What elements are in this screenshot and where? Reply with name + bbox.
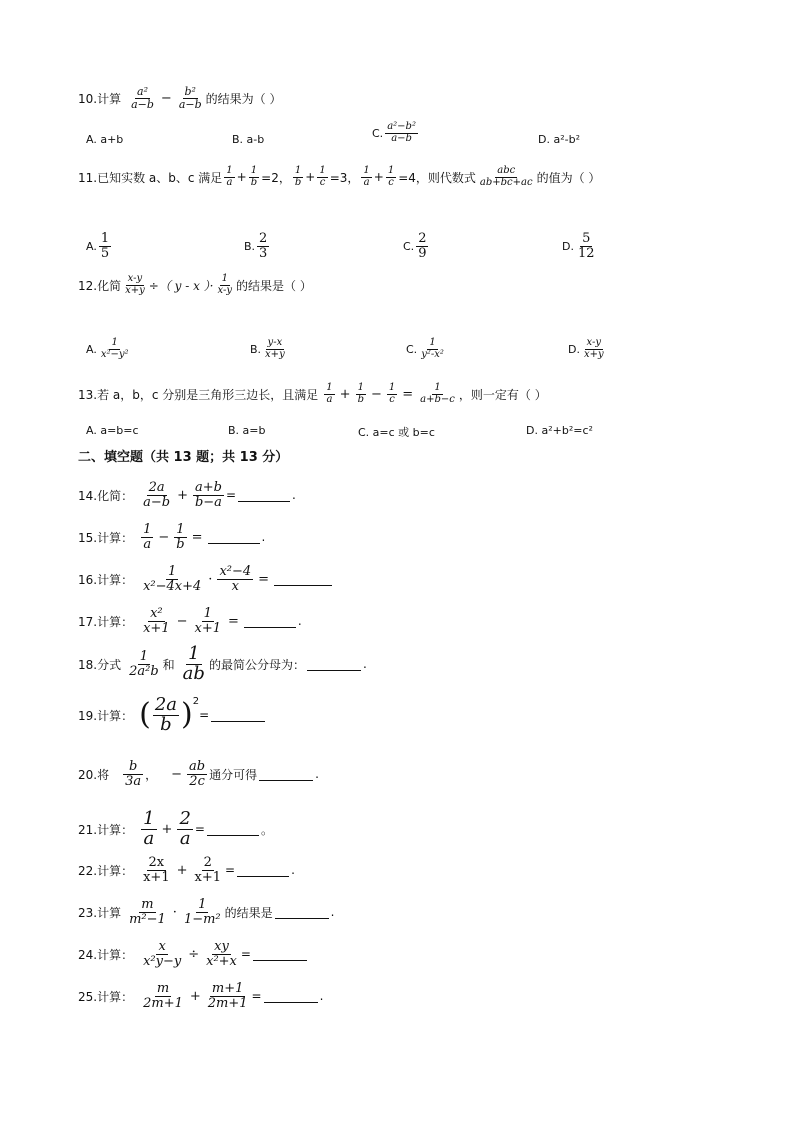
den: 3a [125, 773, 142, 789]
equals: = [228, 613, 239, 629]
num: 1 [294, 165, 302, 176]
frac [153, 696, 179, 735]
option-letter: D. [568, 342, 580, 356]
q24-label: 24.计算： [78, 947, 134, 962]
q23-tail: 的结果是 [224, 905, 273, 920]
frac [582, 338, 606, 360]
num: x [158, 939, 166, 954]
q10-option-c-frac [385, 122, 418, 144]
den: x²y−y [143, 953, 182, 969]
end-mark: 。 [260, 822, 273, 837]
question-23 [78, 898, 334, 926]
q16-label: 16.计算： [78, 572, 134, 587]
num: x-y [586, 337, 602, 348]
q11-option-c[interactable] [403, 232, 430, 260]
question-15 [78, 523, 265, 551]
den: ab+bc+ac [479, 176, 533, 188]
den: 2m+1 [143, 995, 183, 1011]
answer-blank[interactable] [264, 990, 318, 1003]
num: 2 [418, 231, 427, 246]
den: a [143, 536, 152, 552]
q13-option-c[interactable]: C. a=c 或 b=c [358, 426, 435, 439]
num: 1 [226, 165, 233, 176]
den: 3 [259, 245, 268, 261]
plus: + [161, 821, 173, 837]
den: x-y [217, 284, 232, 296]
num: a² [137, 85, 148, 98]
frac [174, 523, 186, 551]
frac [177, 810, 192, 849]
num: 1 [363, 165, 370, 176]
question-16 [78, 565, 334, 593]
q20-label: 20.将 [78, 767, 110, 782]
q17-label: 17.计算： [78, 614, 134, 629]
question-20 [78, 760, 319, 788]
q12-tail: 的结果是（ ） [236, 278, 312, 293]
num: m [156, 981, 170, 996]
den: b−a [194, 494, 222, 510]
minus: − [370, 386, 382, 402]
den: x [231, 578, 239, 594]
num: 2 [259, 231, 268, 246]
q12-label: 12.化简 [78, 278, 122, 293]
question-11 [78, 166, 600, 188]
question-25 [78, 982, 323, 1010]
den: x+1 [143, 620, 170, 636]
question-13 [78, 383, 547, 405]
frac [206, 982, 250, 1010]
den: 1−m² [183, 911, 221, 927]
num: 1 [319, 165, 326, 176]
frac [123, 760, 143, 788]
den: m²−1 [129, 911, 166, 927]
q12-middle: ÷（ y - x ）· [148, 278, 214, 293]
frac [181, 645, 207, 684]
plus: + [339, 386, 351, 402]
num: a+b [194, 480, 222, 495]
num: 1 [111, 337, 118, 348]
divide: ÷ [188, 946, 200, 962]
q12-option-b[interactable] [250, 338, 289, 360]
q10-frac-2 [177, 86, 204, 110]
answer-blank[interactable] [274, 573, 332, 586]
den: y²-x² [421, 348, 444, 360]
frac [416, 232, 428, 260]
q11-option-d[interactable] [562, 232, 599, 260]
den: 2c [189, 773, 205, 789]
equals: =3， [329, 170, 360, 185]
num: 2x [148, 855, 165, 870]
minus: − [158, 529, 170, 545]
frac [356, 383, 366, 405]
q12-option-a[interactable] [86, 338, 133, 360]
den: a−b [391, 132, 412, 144]
frac [123, 274, 147, 296]
q14-label: 14.化简： [78, 488, 134, 503]
plus: + [236, 170, 247, 184]
num: 2a [148, 480, 165, 495]
plus: + [177, 487, 188, 503]
q21-label: 21.计算： [78, 822, 134, 837]
frac [386, 166, 396, 188]
frac [127, 650, 161, 678]
frac [257, 232, 269, 260]
answer-blank[interactable] [207, 823, 259, 836]
num: 1 [100, 231, 110, 246]
q23-label: 23.计算 [78, 905, 122, 920]
num: 1 [203, 606, 212, 621]
option-letter: C. [403, 239, 415, 253]
frac [127, 898, 168, 926]
den: a [143, 827, 155, 849]
q13-tail: ，则一定有（ ） [458, 387, 547, 402]
end-mark: . [362, 657, 367, 672]
frac [216, 274, 235, 296]
den: 5 [100, 245, 110, 261]
frac [182, 898, 223, 926]
q11-option-a[interactable] [86, 232, 113, 260]
den: 2a²b [129, 663, 159, 679]
den: b [176, 536, 185, 552]
frac [141, 982, 185, 1010]
num: 1 [168, 564, 177, 579]
equals: = [251, 989, 262, 1004]
equals: =4，则代数式 [398, 170, 476, 185]
num: 1 [250, 165, 258, 176]
minus: − [171, 766, 183, 782]
option-letter: D. [562, 239, 574, 253]
end-mark: . [315, 767, 319, 782]
q18-tail: 的最简公分母为： [208, 657, 305, 672]
den: x+y [125, 284, 145, 296]
option-letter: C. [372, 126, 384, 140]
den: a [179, 827, 191, 849]
num: x² [150, 606, 163, 621]
num: 1 [198, 897, 207, 912]
q10-label: 10.计算 [78, 91, 122, 106]
end-mark: . [297, 614, 302, 629]
den: 9 [418, 245, 427, 261]
q22-label: 22.计算： [78, 863, 134, 878]
num: 1 [326, 382, 333, 393]
q11-tail: 的值为（ ） [536, 170, 601, 185]
option-letter: A. [86, 342, 97, 356]
right-paren: ) [181, 697, 193, 733]
num: 5 [582, 231, 591, 246]
q10-option-a[interactable]: A. a+b [86, 133, 124, 146]
den: x+1 [143, 869, 170, 885]
answer-blank[interactable] [237, 864, 289, 877]
den: x+1 [194, 620, 221, 636]
den: b [357, 393, 364, 405]
num: y-x [267, 337, 283, 348]
den: a−b [178, 97, 202, 111]
frac [324, 383, 334, 405]
equals: =2， [261, 170, 291, 185]
equals: = [240, 947, 251, 962]
frac [576, 232, 597, 260]
minus: − [176, 613, 188, 629]
den: c [319, 176, 326, 188]
num: 1 [387, 165, 395, 176]
num: 1 [429, 337, 436, 348]
q13-option-d[interactable]: D. a²+b²=c² [526, 424, 593, 437]
num: 2 [179, 808, 191, 829]
q20-tail: 通分可得 [209, 767, 258, 782]
num: xy [214, 939, 229, 954]
den: a−b [131, 97, 154, 111]
question-12 [78, 274, 312, 296]
num: 1 [139, 649, 149, 665]
num: 2a [154, 694, 177, 715]
question-14 [78, 481, 296, 509]
left-paren: ( [139, 697, 151, 733]
num: 1 [357, 382, 364, 393]
den: 2m+1 [207, 995, 248, 1011]
den: a [326, 393, 333, 405]
plus: + [176, 862, 188, 878]
num: m+1 [211, 981, 244, 996]
q18-label: 18.分式 [78, 657, 122, 672]
den: c [388, 176, 394, 188]
answer-blank[interactable] [211, 709, 265, 722]
answer-blank[interactable] [259, 768, 313, 781]
den: a [226, 176, 233, 188]
frac [193, 607, 224, 635]
question-24 [78, 940, 309, 968]
option-letter: B. [250, 342, 262, 356]
plus: + [189, 988, 201, 1004]
num: x-y [127, 273, 143, 284]
equals: = [225, 488, 236, 503]
end-mark: . [292, 488, 296, 503]
num: 1 [176, 522, 185, 537]
den: a+b−c [420, 393, 455, 405]
q13-label: 13.若 a，b，c 分别是三角形三边长，且满足 [78, 387, 319, 402]
frac [141, 940, 183, 968]
den: a [363, 176, 370, 188]
q12-option-c[interactable] [406, 338, 448, 360]
frac [418, 383, 457, 405]
den: b [250, 176, 258, 188]
num: 2 [203, 855, 212, 870]
q10-option-d[interactable]: D. a²-b² [538, 133, 580, 146]
question-21 [78, 810, 273, 849]
comma: ， [145, 767, 158, 782]
equals: = [191, 529, 203, 545]
frac [249, 166, 259, 188]
frac [204, 940, 239, 968]
frac [141, 523, 153, 551]
answer-blank[interactable] [238, 489, 290, 502]
question-22 [78, 856, 295, 884]
end-mark: . [319, 989, 324, 1004]
num: ab [189, 759, 206, 774]
option-letter: C. [406, 342, 418, 356]
question-18 [78, 645, 367, 684]
den: x+y [265, 348, 285, 360]
frac [141, 856, 172, 884]
answer-blank[interactable] [244, 615, 296, 628]
num: 1 [143, 522, 152, 537]
q13-option-a[interactable]: A. a=b=c [86, 424, 139, 437]
den: c [389, 393, 395, 405]
answer-blank[interactable] [275, 906, 329, 919]
and-word: 和 [162, 657, 175, 672]
q12-option-d[interactable] [568, 338, 608, 360]
q10-option-c[interactable] [372, 122, 420, 144]
question-19 [78, 696, 267, 735]
q10-frac-1 [129, 86, 156, 110]
equals: = [194, 822, 205, 837]
plus: + [373, 170, 384, 184]
frac [217, 565, 253, 593]
num: m [141, 897, 154, 912]
num: 1 [388, 382, 396, 393]
den: b [294, 176, 302, 188]
num: 1 [143, 808, 155, 829]
q13-option-b[interactable]: B. a=b [228, 424, 266, 437]
num: x²−4 [219, 564, 252, 579]
frac [317, 166, 327, 188]
equals: = [402, 386, 414, 402]
num: b [128, 759, 138, 774]
frac [187, 760, 207, 788]
equals: = [258, 571, 270, 587]
dot: · [208, 571, 213, 587]
end-mark: . [291, 863, 295, 878]
frac [263, 338, 287, 360]
minus: − [160, 90, 172, 106]
den: 12 [577, 245, 595, 261]
num: 1 [434, 382, 441, 393]
frac [387, 383, 397, 405]
q19-label: 19.计算： [78, 708, 134, 723]
equals: = [199, 708, 210, 723]
den: x+y [583, 348, 604, 360]
q11-label: 11.已知实数 a、b、c 满足 [78, 170, 223, 185]
answer-blank[interactable] [253, 948, 307, 961]
frac [478, 166, 535, 188]
den: x+1 [194, 869, 221, 885]
frac [141, 565, 203, 593]
answer-blank[interactable] [208, 531, 260, 544]
option-letter: A. [86, 239, 97, 253]
den: x²+x [206, 953, 237, 969]
section-title: 二、填空题（共 13 题；共 13 分） [78, 450, 289, 465]
q15-label: 15.计算： [78, 530, 134, 545]
num: b² [184, 85, 196, 98]
frac [193, 481, 224, 509]
frac [99, 338, 131, 360]
num: abc [497, 165, 516, 176]
frac [293, 166, 303, 188]
plus: + [305, 170, 316, 184]
frac [141, 481, 172, 509]
answer-blank[interactable] [307, 658, 361, 671]
num: 1 [188, 643, 200, 664]
den: x²−4x+4 [143, 578, 202, 594]
den: a−b [143, 494, 171, 510]
frac [419, 338, 446, 360]
q11-option-b[interactable] [244, 232, 271, 260]
den: ab [182, 662, 205, 684]
option-letter: B. [244, 239, 256, 253]
den: b [160, 713, 172, 735]
frac [361, 166, 371, 188]
num: a²−b² [387, 121, 416, 132]
question-10 [78, 86, 281, 110]
frac [99, 232, 111, 260]
q25-label: 25.计算： [78, 989, 134, 1004]
frac [141, 810, 156, 849]
num: 1 [221, 273, 228, 284]
dot: · [172, 904, 177, 920]
q10-option-b[interactable]: B. a-b [232, 133, 265, 146]
exponent: 2 [192, 696, 200, 707]
den: x²−y² [100, 348, 129, 360]
equals: = [225, 863, 236, 878]
frac [224, 166, 234, 188]
question-17 [78, 607, 302, 635]
frac [141, 607, 172, 635]
frac [193, 856, 224, 884]
end-mark: . [330, 905, 335, 920]
end-mark: . [261, 530, 266, 545]
q10-tail: 的结果为（ ） [205, 91, 282, 106]
